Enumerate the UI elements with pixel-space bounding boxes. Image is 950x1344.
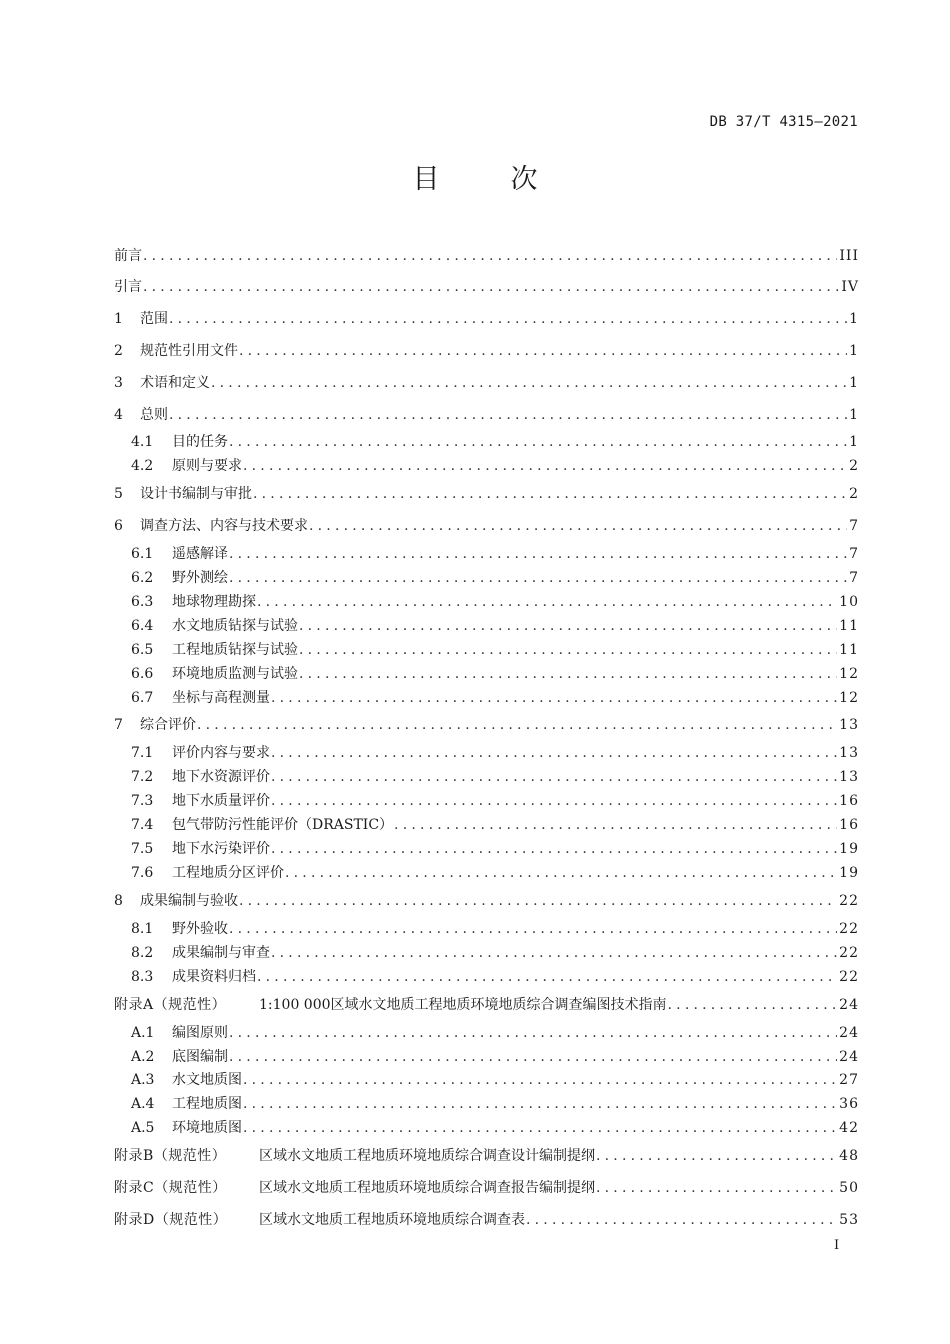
toc-entry[interactable] — [131, 430, 859, 452]
toc-entry-page: 2 — [849, 458, 859, 474]
toc-entry-label: 规范性引用文件 — [140, 343, 238, 359]
toc-entry-page: 22 — [839, 969, 859, 985]
toc-entry-number: 8 — [114, 893, 123, 909]
toc-entry-label: 综合评价 — [140, 717, 196, 733]
toc-leader-dots — [270, 743, 837, 763]
toc-entry-label: 评价内容与要求 — [172, 745, 270, 761]
toc-entry-page: 22 — [839, 921, 859, 937]
toc-entry-number: A.2 — [131, 1049, 155, 1065]
toc-entry-label: 术语和定义 — [140, 375, 210, 391]
toc-leader-dots — [298, 664, 837, 684]
toc-entry-number: 4.2 — [131, 458, 154, 474]
toc-entry-page: 24 — [839, 997, 859, 1013]
toc-entry-page: 11 — [839, 618, 859, 634]
toc-leader-dots — [228, 1047, 837, 1067]
toc-leader-dots — [256, 592, 837, 612]
toc-entry-label: 地球物理勘探 — [172, 594, 256, 610]
toc-entry[interactable] — [114, 339, 859, 361]
toc-entry-page: 24 — [839, 1025, 859, 1041]
toc-entry[interactable] — [131, 965, 859, 987]
toc-entry-page: 1 — [849, 343, 859, 359]
toc-entry[interactable] — [131, 837, 859, 859]
toc-entry-label: 设计书编制与审批 — [140, 486, 252, 502]
toc-entry-page: 1 — [849, 407, 859, 423]
page-number: I — [834, 1238, 840, 1253]
toc-entry[interactable] — [114, 889, 859, 911]
toc-entry-label: 野外验收 — [172, 921, 228, 937]
toc-entry-label: 调查方法、内容与技术要求 — [140, 518, 308, 534]
toc-entry-label: 工程地质分区评价 — [172, 865, 284, 881]
toc-leader-dots — [168, 309, 847, 329]
toc-entry-label: 水文地质钻探与试验 — [172, 618, 298, 634]
toc-leader-dots — [256, 967, 837, 987]
toc-entry[interactable] — [131, 789, 859, 811]
toc-entry[interactable] — [131, 542, 859, 564]
toc-leader-dots — [142, 246, 837, 266]
toc-leader-dots — [242, 1118, 837, 1138]
toc-entry[interactable] — [131, 1116, 859, 1138]
toc-leader-dots — [284, 863, 837, 883]
toc-leader-dots — [525, 1210, 837, 1230]
toc-leader-dots — [228, 919, 837, 939]
toc-entry-number: 6.4 — [131, 618, 154, 634]
standard-code: DB 37/T 4315—2021 — [709, 114, 858, 130]
toc-entry-number: 6.6 — [131, 666, 154, 682]
toc-entry[interactable] — [114, 514, 859, 536]
toc-leader-dots — [595, 1146, 837, 1166]
toc-entry[interactable] — [131, 917, 859, 939]
toc-entry[interactable] — [114, 1144, 859, 1166]
toc-entry-label: 区域水文地质工程地质环境地质综合调查表 — [259, 1212, 525, 1228]
toc-leader-dots — [298, 616, 837, 636]
toc-leader-dots — [270, 839, 837, 859]
toc-entry-number: 6.5 — [131, 642, 154, 658]
toc-leader-dots — [242, 1070, 837, 1090]
toc-entry-page: 13 — [839, 769, 859, 785]
toc-leader-dots — [210, 373, 847, 393]
toc-entry-page: 1 — [849, 434, 859, 450]
toc-entry-label: 成果资料归档 — [172, 969, 256, 985]
toc-entry[interactable] — [131, 1045, 859, 1067]
toc-entry[interactable] — [131, 662, 859, 684]
toc-entry-number: 附录B（规范性） — [114, 1148, 227, 1164]
toc-entry-label: 成果编制与审查 — [172, 945, 270, 961]
toc-entry-page: 13 — [839, 717, 859, 733]
toc-entry-page: 16 — [839, 817, 859, 833]
toc-leader-dots — [270, 767, 837, 787]
toc-entry-number: 6.7 — [131, 690, 154, 706]
toc-entry-label: 坐标与高程测量 — [172, 690, 270, 706]
toc-entry-page: 16 — [839, 793, 859, 809]
toc-leader-dots — [270, 943, 837, 963]
toc-entry[interactable] — [131, 1068, 859, 1090]
toc-leader-dots — [595, 1178, 837, 1198]
toc-leader-dots — [168, 405, 847, 425]
toc-entry-label: 环境地质图 — [172, 1120, 242, 1136]
toc-entry-page: 24 — [839, 1049, 859, 1065]
toc-entry[interactable] — [131, 566, 859, 588]
toc-entry-label: 编图原则 — [172, 1025, 228, 1041]
toc-entry[interactable] — [114, 275, 859, 297]
toc-leader-dots — [667, 995, 838, 1015]
toc-entry-label: 引言 — [114, 279, 142, 295]
toc-entry-page: 12 — [839, 690, 859, 706]
toc-leader-dots — [238, 891, 837, 911]
toc-entry-label: 野外测绘 — [172, 570, 228, 586]
toc-leader-dots — [270, 688, 837, 708]
toc-entry-page: 1 — [849, 311, 859, 327]
toc-entry-page: 19 — [839, 865, 859, 881]
toc-entry-number: 8.3 — [131, 969, 154, 985]
toc-leader-dots — [228, 1023, 837, 1043]
toc-entry-number: 7.5 — [131, 841, 154, 857]
toc-entry-label: 包气带防污性能评价（DRASTIC） — [172, 817, 394, 833]
toc-entry-label: 工程地质图 — [172, 1096, 242, 1112]
toc-leader-dots — [270, 791, 837, 811]
toc-entry-page: 2 — [849, 486, 859, 502]
toc-entry-number: 8.1 — [131, 921, 154, 937]
toc-entry-number: 7 — [114, 717, 123, 733]
toc-entry-label: 地下水质量评价 — [172, 793, 270, 809]
toc-entry[interactable] — [114, 403, 859, 425]
toc-entry-number: 7.1 — [131, 745, 154, 761]
toc-entry[interactable] — [131, 454, 859, 476]
toc-entry[interactable] — [114, 1176, 859, 1198]
toc-entry-label: 工程地质钻探与试验 — [172, 642, 298, 658]
toc-entry-page: III — [839, 248, 859, 264]
toc-entry-page: 22 — [839, 945, 859, 961]
toc-leader-dots — [196, 715, 837, 735]
toc-leader-dots — [298, 640, 837, 660]
toc-leader-dots — [393, 815, 837, 835]
toc-entry-number: 3 — [114, 375, 123, 391]
toc-entry-label: 总则 — [140, 407, 168, 423]
toc-entry[interactable] — [131, 614, 859, 636]
toc-entry-label: 区域水文地质工程地质环境地质综合调查报告编制提纲 — [259, 1180, 595, 1196]
toc-entry-number: 附录D（规范性） — [114, 1212, 228, 1228]
toc-entry[interactable] — [114, 993, 859, 1015]
toc-entry-page: 11 — [839, 642, 859, 658]
toc-entry-number: 8.2 — [131, 945, 154, 961]
toc-entry-number: A.4 — [131, 1096, 155, 1112]
toc-entry[interactable] — [131, 941, 859, 963]
toc-entry-page: IV — [841, 279, 859, 295]
toc-entry-number: A.3 — [131, 1072, 155, 1088]
toc-entry-number: A.1 — [131, 1025, 155, 1041]
toc-entry-page: 10 — [839, 594, 859, 610]
page-title: 目 次 — [412, 164, 560, 195]
toc-entry[interactable] — [114, 713, 859, 735]
toc-entry-page: 53 — [839, 1212, 859, 1228]
toc-leader-dots — [238, 341, 847, 361]
toc-entry[interactable] — [114, 371, 859, 393]
toc-leader-dots — [228, 544, 847, 564]
toc-entry-number: 7.6 — [131, 865, 154, 881]
toc-entry-page: 19 — [839, 841, 859, 857]
toc-entry[interactable] — [131, 813, 859, 835]
toc-entry-label: 范围 — [140, 311, 168, 327]
toc-entry-page: 13 — [839, 745, 859, 761]
toc-entry-number: 6 — [114, 518, 123, 534]
toc-entry-page: 36 — [839, 1096, 859, 1112]
toc-entry[interactable] — [131, 1021, 859, 1043]
toc-leader-dots — [228, 568, 847, 588]
toc-leader-dots — [228, 432, 847, 452]
toc-entry-label: 原则与要求 — [172, 458, 242, 474]
toc-entry-number: 5 — [114, 486, 123, 502]
toc-entry-number: 附录C（规范性） — [114, 1180, 227, 1196]
toc-entry[interactable] — [114, 482, 859, 504]
toc-entry-label: 1:100 000区域水文地质工程地质环境地质综合调查编图技术指南 — [259, 997, 667, 1013]
toc-entry[interactable] — [114, 307, 859, 329]
toc-entry-label: 前言 — [114, 248, 142, 264]
toc-entry-number: 2 — [114, 343, 123, 359]
toc-entry-number: 6.3 — [131, 594, 154, 610]
toc-entry-page: 7 — [849, 570, 859, 586]
toc-entry[interactable] — [131, 1092, 859, 1114]
toc-leader-dots — [308, 516, 847, 536]
toc-entry-number: 1 — [114, 311, 123, 327]
toc-entry-label: 底图编制 — [172, 1049, 228, 1065]
toc-entry-label: 成果编制与验收 — [140, 893, 238, 909]
toc-entry-label: 地下水污染评价 — [172, 841, 270, 857]
toc-entry-page: 48 — [839, 1148, 859, 1164]
toc-entry-page: 22 — [839, 893, 859, 909]
toc-entry-page: 7 — [849, 546, 859, 562]
toc-entry-number: 6.2 — [131, 570, 154, 586]
toc-entry-page: 12 — [839, 666, 859, 682]
toc-leader-dots — [142, 277, 839, 297]
toc-entry-number: A.5 — [131, 1120, 155, 1136]
toc-entry[interactable] — [131, 686, 859, 708]
toc-entry[interactable] — [114, 244, 859, 266]
toc-entry[interactable] — [131, 861, 859, 883]
toc-leader-dots — [252, 484, 847, 504]
toc-entry-label: 地下水资源评价 — [172, 769, 270, 785]
toc-entry[interactable] — [131, 741, 859, 763]
toc-entry-page: 42 — [839, 1120, 859, 1136]
toc-entry-label: 目的任务 — [172, 434, 228, 450]
toc-entry-number: 4.1 — [131, 434, 154, 450]
toc-entry[interactable] — [131, 638, 859, 660]
toc-entry[interactable] — [131, 765, 859, 787]
toc-entry-page: 7 — [849, 518, 859, 534]
toc-entry-page: 50 — [839, 1180, 859, 1196]
toc-entry[interactable] — [131, 590, 859, 612]
toc-entry-label: 环境地质监测与试验 — [172, 666, 298, 682]
toc-entry-label: 区域水文地质工程地质环境地质综合调查设计编制提纲 — [259, 1148, 595, 1164]
toc-entry-number: 4 — [114, 407, 123, 423]
toc-entry-number: 附录A（规范性） — [114, 997, 227, 1013]
toc-entry-label: 遥感解译 — [172, 546, 228, 562]
toc-entry-number: 7.4 — [131, 817, 154, 833]
toc-entry[interactable] — [114, 1208, 859, 1230]
toc-entry-page: 1 — [849, 375, 859, 391]
toc-entry-page: 27 — [839, 1072, 859, 1088]
toc-entry-number: 7.3 — [131, 793, 154, 809]
toc-leader-dots — [242, 456, 847, 476]
toc-leader-dots — [242, 1094, 837, 1114]
toc-entry-number: 7.2 — [131, 769, 154, 785]
toc-entry-number: 6.1 — [131, 546, 154, 562]
toc-entry-label: 水文地质图 — [172, 1072, 242, 1088]
